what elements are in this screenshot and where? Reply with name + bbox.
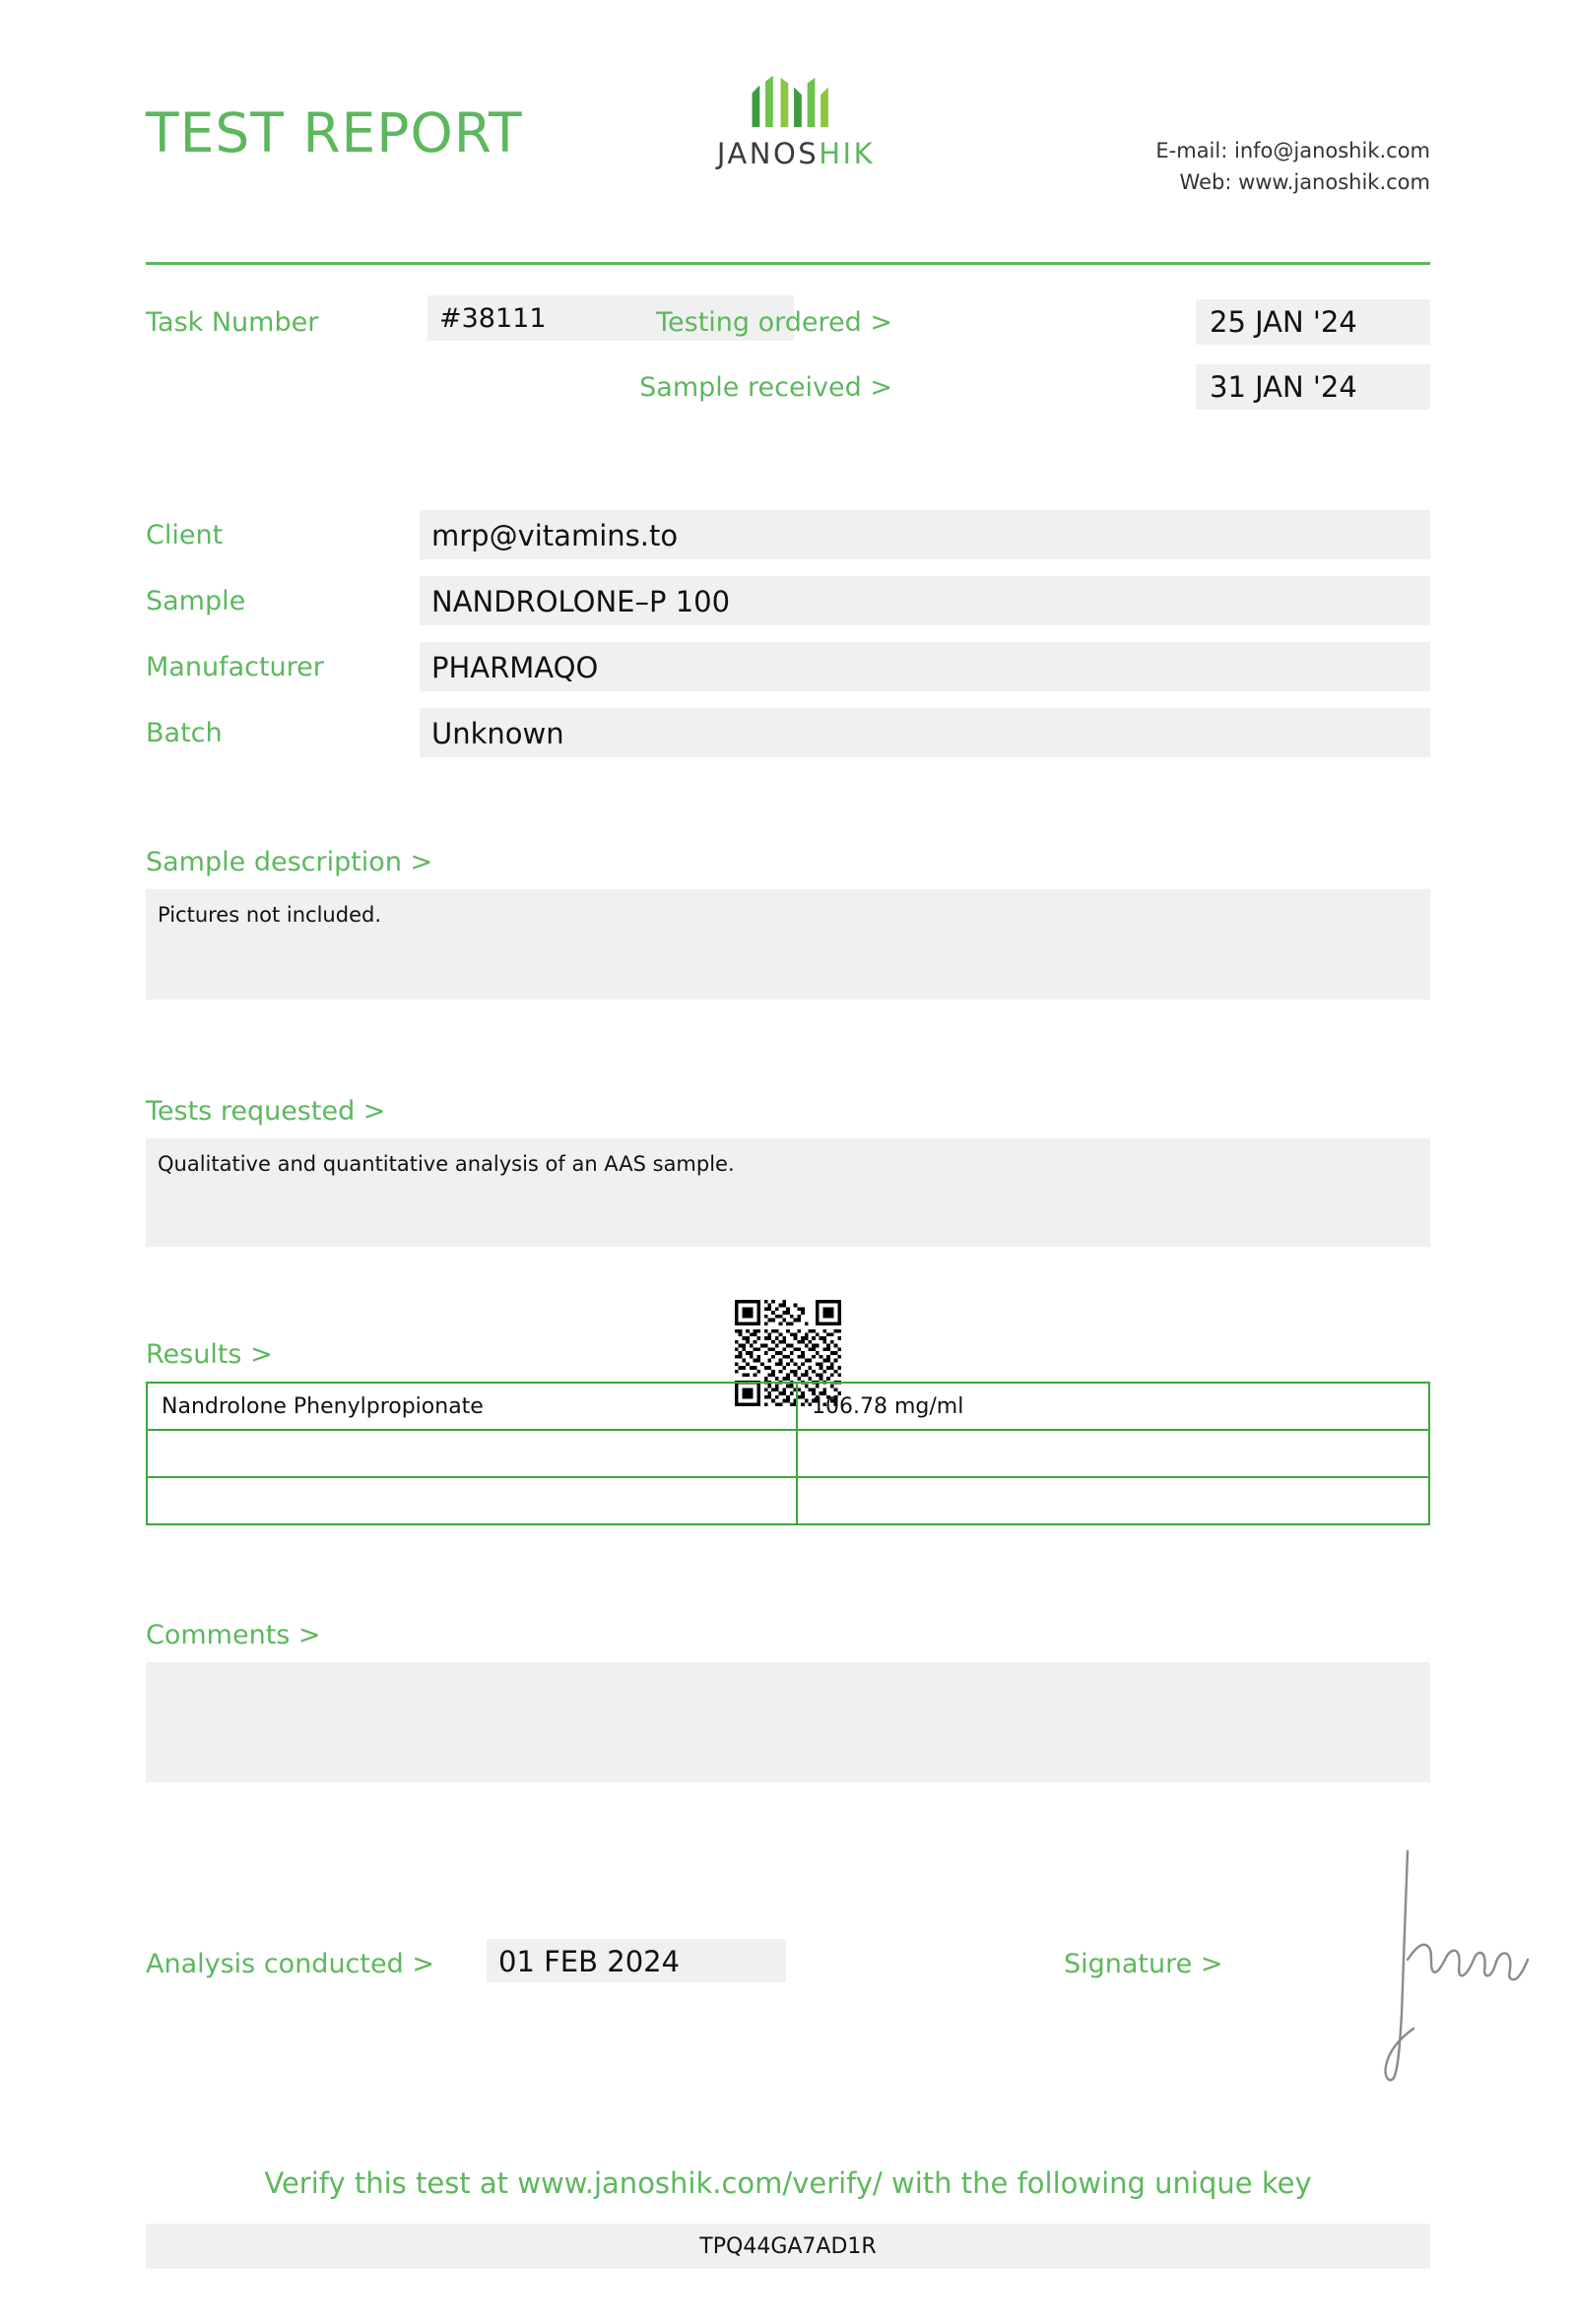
results-table xyxy=(146,1382,1430,1525)
sample-received-value: 31 JAN '24 xyxy=(1196,364,1430,410)
batch-value: Unknown xyxy=(420,708,1430,757)
sample-received-label: Sample received > xyxy=(639,372,892,403)
tests-requested-heading: Tests requested > xyxy=(146,1096,386,1127)
verify-text: Verify this test at www.janoshik.com/verify/ with the following unique key xyxy=(264,2166,1312,2200)
tests-requested-text: Qualitative and quantitative analysis of an AAS sample. xyxy=(146,1138,1430,1247)
task-number-value: #38111 xyxy=(427,295,794,341)
info-fields xyxy=(146,510,1430,774)
tests-requested-section xyxy=(146,1096,1430,1247)
result-name xyxy=(147,1477,797,1524)
table-row xyxy=(147,1477,1429,1524)
field-row-batch xyxy=(146,708,1430,774)
sample-description-text: Pictures not included. xyxy=(146,889,1430,1000)
result-value xyxy=(797,1430,1429,1477)
report-content xyxy=(146,0,1430,2259)
janoshik-logo xyxy=(683,74,909,170)
task-row xyxy=(146,295,1430,414)
verify-key: TPQ44GA7AD1R xyxy=(146,2224,1430,2269)
client-label: Client xyxy=(146,520,224,550)
comments-text xyxy=(146,1662,1430,1782)
header-divider xyxy=(146,262,1430,265)
analysis-signature-row xyxy=(146,1935,1430,2053)
result-value: 106.78 mg/ml xyxy=(797,1383,1429,1430)
logo-word-green: HIK xyxy=(819,137,876,170)
table-row xyxy=(147,1430,1429,1477)
results-section xyxy=(146,1339,1430,1525)
signature-label: Signature > xyxy=(1064,1949,1223,1979)
report-header xyxy=(146,0,1430,197)
analysis-conducted-label: Analysis conducted > xyxy=(146,1949,434,1979)
field-row-manufacturer xyxy=(146,642,1430,708)
field-row-sample xyxy=(146,576,1430,642)
testing-ordered-label: Testing ordered > xyxy=(656,307,892,338)
contact-email: E-mail: info@janoshik.com xyxy=(1155,139,1430,162)
table-row xyxy=(147,1383,1429,1430)
logo-wordmark xyxy=(683,137,909,170)
result-value xyxy=(797,1477,1429,1524)
result-name xyxy=(147,1430,797,1477)
sample-value: NANDROLONE–P 100 xyxy=(420,576,1430,625)
logo-word-dark: JANOS xyxy=(716,137,820,170)
manufacturer-value: PHARMAQO xyxy=(420,642,1430,691)
result-name: Nandrolone Phenylpropionate xyxy=(147,1383,797,1430)
sample-description-section xyxy=(146,847,1430,1000)
batch-label: Batch xyxy=(146,718,223,748)
testing-ordered-value: 25 JAN '24 xyxy=(1196,299,1430,345)
sample-label: Sample xyxy=(146,586,246,616)
field-row-client xyxy=(146,510,1430,576)
contact-block xyxy=(1155,136,1430,198)
page-title: TEST REPORT xyxy=(146,101,523,164)
analysis-conducted-value: 01 FEB 2024 xyxy=(487,1939,786,1982)
task-number-label: Task Number xyxy=(146,307,319,338)
logo-mountains-icon xyxy=(739,74,853,131)
comments-heading: Comments > xyxy=(146,1620,321,1650)
client-value: mrp@vitamins.to xyxy=(420,510,1430,559)
comments-section xyxy=(146,1620,1430,1782)
results-heading: Results > xyxy=(146,1339,273,1370)
sample-description-heading: Sample description > xyxy=(146,847,433,877)
manufacturer-label: Manufacturer xyxy=(146,652,324,682)
contact-web: Web: www.janoshik.com xyxy=(1179,169,1430,194)
signature-icon xyxy=(1372,1841,1559,2088)
